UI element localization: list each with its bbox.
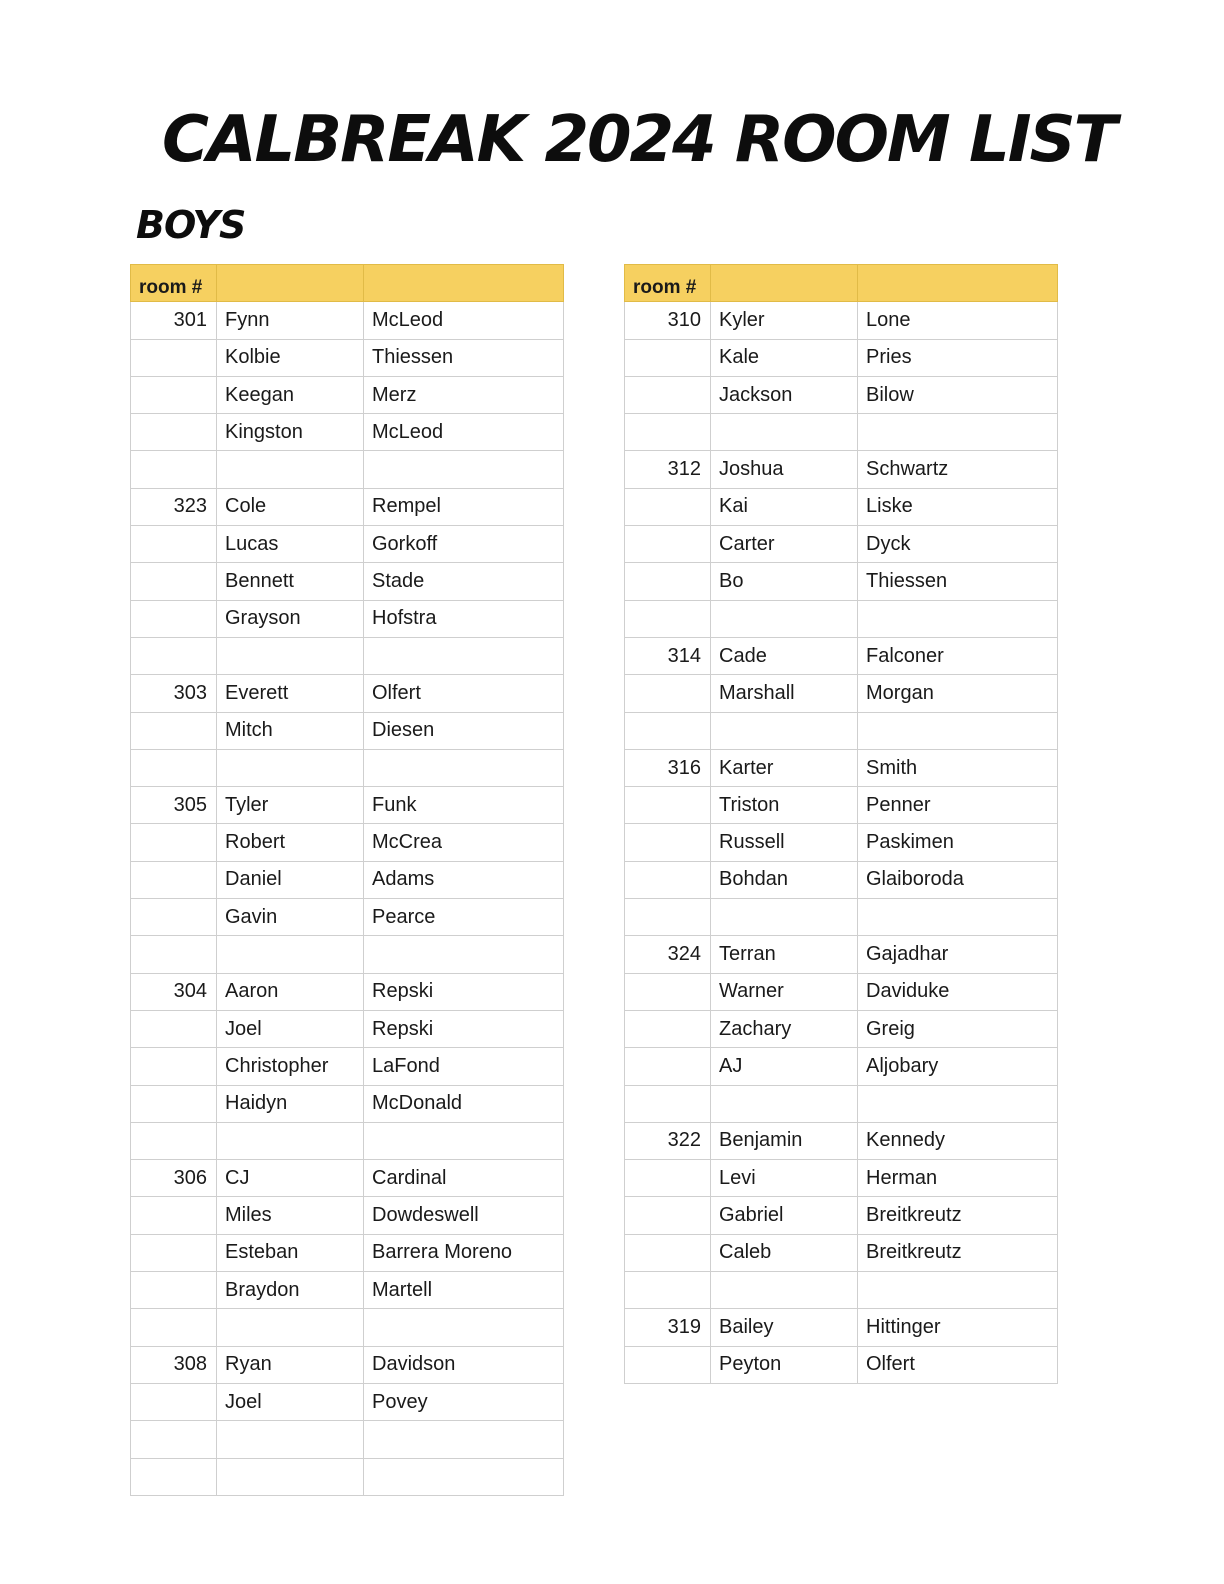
room-number-cell <box>625 675 711 712</box>
last-name-cell <box>858 899 1058 936</box>
first-name-cell: Tyler <box>217 787 364 824</box>
first-name-cell: Cade <box>711 637 858 674</box>
first-name-cell <box>711 899 858 936</box>
last-name-cell: Dyck <box>858 526 1058 563</box>
room-number-cell <box>131 936 217 973</box>
table-row <box>625 1010 1058 1047</box>
room-number-cell <box>131 899 217 936</box>
table-row <box>131 712 564 749</box>
table-row <box>625 712 1058 749</box>
first-name-cell <box>217 1421 364 1458</box>
table-row <box>131 339 564 376</box>
room-table-body <box>131 302 564 1496</box>
room-number-cell <box>131 451 217 488</box>
first-name-cell: Robert <box>217 824 364 861</box>
first-name-cell <box>217 936 364 973</box>
table-row <box>131 1048 564 1085</box>
table-row <box>131 376 564 413</box>
table-row <box>625 787 1058 824</box>
first-name-cell: Cole <box>217 488 364 525</box>
first-name-cell: Russell <box>711 824 858 861</box>
last-name-header <box>364 265 564 302</box>
room-number-cell <box>131 1309 217 1346</box>
first-name-cell: Braydon <box>217 1272 364 1309</box>
room-number-cell <box>131 1122 217 1159</box>
room-number-cell <box>131 1234 217 1271</box>
last-name-cell: Barrera Moreno <box>364 1234 564 1271</box>
first-name-cell: Christopher <box>217 1048 364 1085</box>
last-name-cell: Kennedy <box>858 1122 1058 1159</box>
room-number-cell <box>625 1272 711 1309</box>
table-header-row <box>625 265 1058 302</box>
first-name-cell <box>711 1272 858 1309</box>
room-number-cell <box>625 526 711 563</box>
last-name-header <box>858 265 1058 302</box>
table-row <box>625 339 1058 376</box>
first-name-cell <box>217 451 364 488</box>
first-name-cell <box>217 1122 364 1159</box>
table-row <box>625 1272 1058 1309</box>
first-name-cell: Daniel <box>217 861 364 898</box>
room-number-cell <box>625 376 711 413</box>
room-number-cell <box>625 861 711 898</box>
last-name-cell: Falconer <box>858 637 1058 674</box>
table-row <box>131 1421 564 1458</box>
room-table-right <box>624 264 1058 1384</box>
first-name-cell: Zachary <box>711 1010 858 1047</box>
first-name-cell: Carter <box>711 526 858 563</box>
last-name-cell: Adams <box>364 861 564 898</box>
table-row <box>625 1346 1058 1383</box>
last-name-cell <box>364 1421 564 1458</box>
table-row <box>625 526 1058 563</box>
room-number-cell <box>625 600 711 637</box>
table-row <box>625 1234 1058 1271</box>
room-number-cell <box>625 414 711 451</box>
table-row <box>625 1160 1058 1197</box>
table-row <box>131 824 564 861</box>
table-row <box>625 936 1058 973</box>
last-name-cell <box>364 1309 564 1346</box>
last-name-cell: Herman <box>858 1160 1058 1197</box>
first-name-cell <box>711 600 858 637</box>
last-name-cell: Davidson <box>364 1346 564 1383</box>
last-name-cell: Aljobary <box>858 1048 1058 1085</box>
table-row <box>625 973 1058 1010</box>
room-number-cell <box>131 563 217 600</box>
first-name-cell: Triston <box>711 787 858 824</box>
last-name-cell: Povey <box>364 1383 564 1420</box>
table-row <box>131 1272 564 1309</box>
first-name-cell: Everett <box>217 675 364 712</box>
first-name-cell: Mitch <box>217 712 364 749</box>
first-name-cell: Kai <box>711 488 858 525</box>
last-name-cell: Rempel <box>364 488 564 525</box>
table-row <box>131 600 564 637</box>
table-row <box>131 861 564 898</box>
room-number-cell: 304 <box>131 973 217 1010</box>
first-name-cell: Peyton <box>711 1346 858 1383</box>
room-number-cell <box>131 1383 217 1420</box>
room-number-cell: 305 <box>131 787 217 824</box>
room-number-cell <box>131 824 217 861</box>
last-name-cell: Glaiboroda <box>858 861 1058 898</box>
room-number-cell <box>131 1085 217 1122</box>
table-row <box>625 376 1058 413</box>
room-number-cell <box>131 637 217 674</box>
first-name-header <box>711 265 858 302</box>
table-row <box>131 1346 564 1383</box>
first-name-cell <box>217 1309 364 1346</box>
table-row <box>625 637 1058 674</box>
room-number-cell <box>625 1085 711 1122</box>
table-row <box>131 1010 564 1047</box>
last-name-cell: Greig <box>858 1010 1058 1047</box>
room-number-cell <box>625 824 711 861</box>
first-name-cell: Joel <box>217 1010 364 1047</box>
last-name-cell: Gorkoff <box>364 526 564 563</box>
table-row <box>131 973 564 1010</box>
table-row <box>131 526 564 563</box>
first-name-cell: Lucas <box>217 526 364 563</box>
last-name-cell: Gajadhar <box>858 936 1058 973</box>
last-name-cell <box>364 1122 564 1159</box>
last-name-cell: Hofstra <box>364 600 564 637</box>
last-name-cell: McLeod <box>364 302 564 339</box>
room-number-cell: 323 <box>131 488 217 525</box>
room-number-cell <box>625 1234 711 1271</box>
first-name-cell: Keegan <box>217 376 364 413</box>
first-name-cell: Bo <box>711 563 858 600</box>
table-row <box>131 414 564 451</box>
first-name-cell: Kingston <box>217 414 364 451</box>
table-row <box>131 302 564 339</box>
table-row <box>131 1234 564 1271</box>
last-name-cell: Pearce <box>364 899 564 936</box>
table-row <box>625 861 1058 898</box>
last-name-cell: Hittinger <box>858 1309 1058 1346</box>
room-number-cell <box>131 1197 217 1234</box>
last-name-cell <box>858 600 1058 637</box>
first-name-cell: Kyler <box>711 302 858 339</box>
room-table-body <box>625 302 1058 1384</box>
first-name-cell: AJ <box>711 1048 858 1085</box>
first-name-cell: Gavin <box>217 899 364 936</box>
room-number-cell <box>625 1160 711 1197</box>
room-number-cell <box>131 1272 217 1309</box>
table-row <box>625 488 1058 525</box>
table-row <box>131 1160 564 1197</box>
last-name-cell: LaFond <box>364 1048 564 1085</box>
table-row <box>131 936 564 973</box>
room-number-cell <box>131 1421 217 1458</box>
room-number-cell <box>131 1048 217 1085</box>
first-name-cell: Bennett <box>217 563 364 600</box>
room-number-cell <box>625 787 711 824</box>
last-name-cell <box>364 1458 564 1495</box>
last-name-cell: Merz <box>364 376 564 413</box>
last-name-cell: Penner <box>858 787 1058 824</box>
table-row <box>625 1197 1058 1234</box>
first-name-cell: Fynn <box>217 302 364 339</box>
first-name-cell <box>711 414 858 451</box>
table-row <box>625 302 1058 339</box>
section-heading-boys: BOYS <box>136 203 246 247</box>
room-number-cell <box>625 1197 711 1234</box>
last-name-cell: Breitkreutz <box>858 1234 1058 1271</box>
last-name-cell: Bilow <box>858 376 1058 413</box>
page-title: CALBREAK 2024 ROOM LIST <box>162 103 1116 177</box>
room-number-cell <box>625 712 711 749</box>
table-row <box>625 600 1058 637</box>
room-number-cell: 312 <box>625 451 711 488</box>
first-name-cell: Caleb <box>711 1234 858 1271</box>
last-name-cell: McDonald <box>364 1085 564 1122</box>
room-number-cell <box>625 488 711 525</box>
room-number-cell: 308 <box>131 1346 217 1383</box>
first-name-cell: Grayson <box>217 600 364 637</box>
last-name-cell: Funk <box>364 787 564 824</box>
last-name-cell: Breitkreutz <box>858 1197 1058 1234</box>
first-name-cell: Esteban <box>217 1234 364 1271</box>
table-row <box>131 1122 564 1159</box>
last-name-cell: Pries <box>858 339 1058 376</box>
last-name-cell: Smith <box>858 749 1058 786</box>
last-name-cell: Schwartz <box>858 451 1058 488</box>
room-number-cell <box>625 899 711 936</box>
table-row <box>131 899 564 936</box>
last-name-cell <box>364 637 564 674</box>
last-name-cell: Liske <box>858 488 1058 525</box>
last-name-cell <box>364 451 564 488</box>
last-name-cell <box>858 1272 1058 1309</box>
table-row <box>625 563 1058 600</box>
last-name-cell: Olfert <box>858 1346 1058 1383</box>
room-number-cell: 301 <box>131 302 217 339</box>
room-number-cell: 314 <box>625 637 711 674</box>
room-number-cell: 306 <box>131 1160 217 1197</box>
first-name-cell: Kale <box>711 339 858 376</box>
first-name-cell: Joshua <box>711 451 858 488</box>
last-name-cell: Lone <box>858 302 1058 339</box>
last-name-cell: McLeod <box>364 414 564 451</box>
table-row <box>131 1197 564 1234</box>
last-name-cell: Repski <box>364 973 564 1010</box>
room-number-cell: 324 <box>625 936 711 973</box>
last-name-cell: Repski <box>364 1010 564 1047</box>
room-number-cell: 322 <box>625 1122 711 1159</box>
room-number-cell <box>625 1048 711 1085</box>
room-number-cell <box>625 973 711 1010</box>
first-name-cell: Bohdan <box>711 861 858 898</box>
first-name-cell: Marshall <box>711 675 858 712</box>
room-number-cell <box>131 526 217 563</box>
first-name-cell: Benjamin <box>711 1122 858 1159</box>
room-number-cell <box>625 1010 711 1047</box>
table-row <box>131 787 564 824</box>
last-name-cell <box>364 749 564 786</box>
room-number-cell <box>131 414 217 451</box>
first-name-cell: Levi <box>711 1160 858 1197</box>
last-name-cell: Martell <box>364 1272 564 1309</box>
table-row <box>625 1048 1058 1085</box>
room-number-cell <box>131 600 217 637</box>
table-row <box>625 675 1058 712</box>
last-name-cell: Morgan <box>858 675 1058 712</box>
table-row <box>131 1309 564 1346</box>
first-name-cell: Bailey <box>711 1309 858 1346</box>
table-row <box>625 414 1058 451</box>
room-number-cell: 303 <box>131 675 217 712</box>
table-row <box>131 1085 564 1122</box>
table-row <box>131 1383 564 1420</box>
table-row <box>131 563 564 600</box>
last-name-cell <box>364 936 564 973</box>
first-name-cell: Terran <box>711 936 858 973</box>
room-number-cell <box>131 339 217 376</box>
first-name-cell: Jackson <box>711 376 858 413</box>
last-name-cell: Paskimen <box>858 824 1058 861</box>
last-name-cell: McCrea <box>364 824 564 861</box>
room-number-cell <box>625 339 711 376</box>
room-number-cell <box>131 1458 217 1495</box>
last-name-cell: Stade <box>364 563 564 600</box>
room-number-cell <box>131 712 217 749</box>
first-name-cell: Gabriel <box>711 1197 858 1234</box>
room-table-left <box>130 264 564 1496</box>
last-name-cell: Cardinal <box>364 1160 564 1197</box>
first-name-cell: Warner <box>711 973 858 1010</box>
first-name-cell <box>217 749 364 786</box>
room-number-header: room # <box>131 265 217 302</box>
room-number-cell: 319 <box>625 1309 711 1346</box>
first-name-cell: Aaron <box>217 973 364 1010</box>
first-name-cell: Haidyn <box>217 1085 364 1122</box>
last-name-cell: Thiessen <box>858 563 1058 600</box>
first-name-cell <box>217 1458 364 1495</box>
table-header-row <box>131 265 564 302</box>
room-number-cell <box>625 1346 711 1383</box>
last-name-cell <box>858 414 1058 451</box>
table-row <box>625 899 1058 936</box>
last-name-cell: Diesen <box>364 712 564 749</box>
table-row <box>625 1122 1058 1159</box>
table-row <box>131 488 564 525</box>
room-number-cell <box>625 563 711 600</box>
table-row <box>625 1309 1058 1346</box>
last-name-cell <box>858 712 1058 749</box>
last-name-cell: Olfert <box>364 675 564 712</box>
first-name-cell: Kolbie <box>217 339 364 376</box>
table-row <box>131 637 564 674</box>
table-row <box>625 451 1058 488</box>
room-number-cell: 310 <box>625 302 711 339</box>
first-name-cell <box>711 1085 858 1122</box>
table-row <box>131 749 564 786</box>
room-number-cell <box>131 1010 217 1047</box>
last-name-cell <box>858 1085 1058 1122</box>
table-row <box>131 451 564 488</box>
first-name-header <box>217 265 364 302</box>
last-name-cell: Daviduke <box>858 973 1058 1010</box>
last-name-cell: Dowdeswell <box>364 1197 564 1234</box>
room-number-cell <box>131 376 217 413</box>
first-name-cell <box>711 712 858 749</box>
first-name-cell: Ryan <box>217 1346 364 1383</box>
room-number-cell <box>131 749 217 786</box>
first-name-cell: Miles <box>217 1197 364 1234</box>
room-number-cell <box>131 861 217 898</box>
first-name-cell: Karter <box>711 749 858 786</box>
room-number-header: room # <box>625 265 711 302</box>
table-row <box>625 824 1058 861</box>
table-row <box>625 1085 1058 1122</box>
room-number-cell: 316 <box>625 749 711 786</box>
last-name-cell: Thiessen <box>364 339 564 376</box>
table-row <box>131 1458 564 1495</box>
table-row <box>131 675 564 712</box>
first-name-cell: CJ <box>217 1160 364 1197</box>
first-name-cell <box>217 637 364 674</box>
first-name-cell: Joel <box>217 1383 364 1420</box>
table-row <box>625 749 1058 786</box>
